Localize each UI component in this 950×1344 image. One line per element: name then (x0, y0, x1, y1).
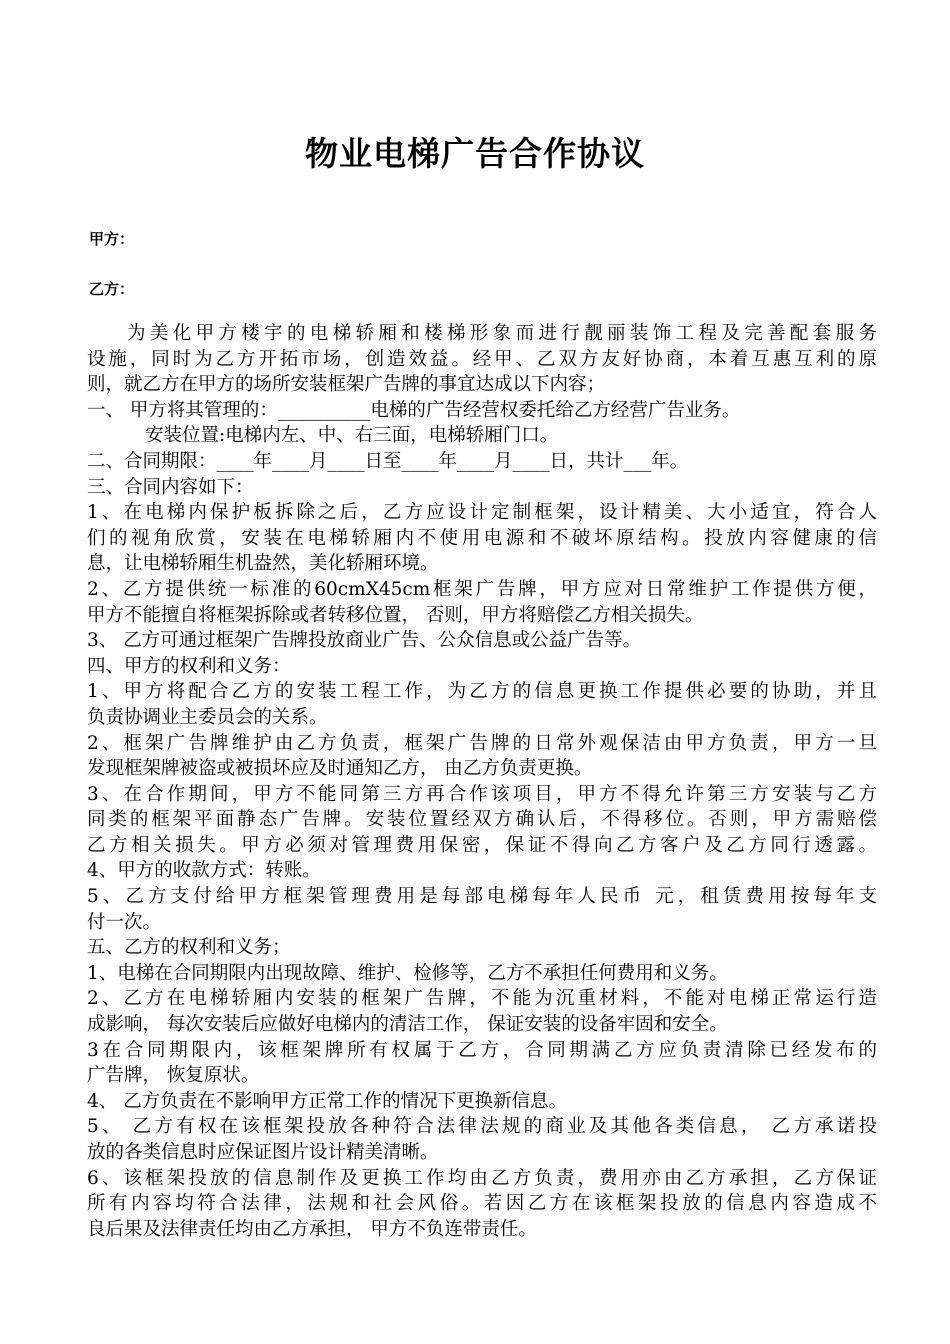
paragraph-line: 1、电梯在合同期限内出现故障、维护、检修等，乙方不承担任何费用和义务。 (87, 962, 728, 984)
paragraph-line: 良后果及法律责任均由乙方承担， 甲方不负连带责任。 (87, 1218, 537, 1240)
paragraph-line: 5、乙方支付给甲方框架管理费用是每部电梯每年人民币 元，租赁费用按每年支 (87, 886, 877, 908)
paragraph-line: 负责协调业主委员会的关系。 (87, 706, 328, 728)
paragraph-line: 放的各类信息时应保证图片设计精美清晰。 (87, 1142, 439, 1163)
paragraph-line: 2、乙方在电梯轿厢内安装的框架广告牌，不能为沉重材料，不能对电梯正常运行造 (87, 988, 877, 1010)
paragraph-line: 3在合同期限内，该框架牌所有权属于乙方，合同期满乙方应负责清除已经发布的 (87, 1039, 877, 1061)
paragraph-line: 同类的框架平面静态广告牌。安装位置经双方确认后，不得移位。否则，甲方需赔偿 (87, 809, 877, 831)
paragraph-line: 则，就乙方在甲方的场所安装框架广告牌的事宜达成以下内容； (87, 374, 606, 396)
paragraph-line: 息，让电梯轿厢生机盎然，美化轿厢环境。 (87, 553, 439, 575)
install-location-line: 安装位置:电梯内左、中、右三面，电梯轿厢门口。 (145, 425, 559, 447)
document-title: 物业电梯广告合作协议 (305, 134, 645, 173)
paragraph-line: 3、 乙方可通过框架广告牌投放商业广告、公众信息或公益广告等。 (87, 630, 642, 652)
paragraph-line: 3、在合作期间，甲方不能同第三方再合作该项目，甲方不得允许第三方安装与乙方 (87, 783, 877, 805)
clause-2-term-line: 二、合同期限：____年____月____日至____年____月____日，共计___年。 (87, 450, 689, 472)
paragraph-line: 成影响， 每次安装后应做好电梯内的清洁工作， 保证安装的设备牢固和安全。 (87, 1014, 728, 1036)
paragraph-line: 乙方相关损失。甲方必须对管理费用保密，保证不得向乙方客户及乙方同行透露。 (87, 834, 877, 856)
paragraph-line: 甲方不能擅自将框架拆除或者转移位置， 否则，甲方将赔偿乙方相关损失。 (87, 604, 704, 626)
paragraph-line: 发现框架牌被盗或被损坏应及时通知乙方， 由乙方负责更换。 (87, 758, 593, 780)
paragraph-line: 1、甲方将配合乙方的安装工程工作，为乙方的信息更换工作提供必要的协助，并且 (87, 681, 877, 703)
paragraph-line: 设施，同时为乙方开拓市场，创造效益。经甲、乙双方友好协商，本着互惠互利的原 (87, 348, 877, 370)
paragraph-line: 付一次。 (87, 911, 162, 933)
paragraph-line: 2、框架广告牌维护由乙方负责，框架广告牌的日常外观保洁由甲方负责，甲方一旦 (87, 732, 877, 754)
paragraph-line: 1、在电梯内保护板拆除之后，乙方应设计定制框架，设计精美、大小适宜，符合人 (87, 502, 877, 524)
paragraph-line: 们的视角欣赏，安装在电梯轿厢内不使用电源和不破坏原结构。投放内容健康的信 (87, 527, 877, 549)
paragraph-line: 5、 乙方有权在该框架投放各种符合法律法规的商业及其他各类信息， 乙方承诺投 (87, 1116, 877, 1138)
paragraph-line: 4、甲方的收款方式：转账。 (87, 860, 321, 882)
paragraph-line: 广告牌， 恢复原状。 (87, 1065, 260, 1087)
paragraph-line: 2、乙方提供统一标准的60cmX45cm框架广告牌，甲方应对日常维护工作提供方便， (87, 578, 877, 600)
paragraph-line: 为美化甲方楼宇的电梯轿厢和楼梯形象而进行靓丽装饰工程及完善配套服务 (127, 323, 877, 344)
paragraph-line: 6、该框架投放的信息制作及更换工作均由乙方负责，费用亦由乙方承担，乙方保证 (87, 1167, 877, 1189)
paragraph-line: 所有内容均符合法律，法规和社会风俗。若因乙方在该框架投放的信息内容造成不 (87, 1193, 877, 1215)
party-b-label: 乙方： (89, 280, 135, 298)
section-heading: 三、合同内容如下： (87, 476, 254, 498)
agreement-body (87, 321, 877, 1242)
clause-1-line: 一、 甲方将其管理的：__________电梯的广告经营权委托给乙方经营广告业务。 (87, 399, 741, 421)
section-heading: 五、乙方的权利和义务； (87, 937, 291, 959)
party-a-label: 甲方： (89, 230, 135, 248)
section-heading: 四、甲方的权利和义务： (87, 655, 291, 677)
paragraph-line: 4、 乙方负责在不影响甲方正常工作的情况下更换新信息。 (87, 1090, 568, 1112)
